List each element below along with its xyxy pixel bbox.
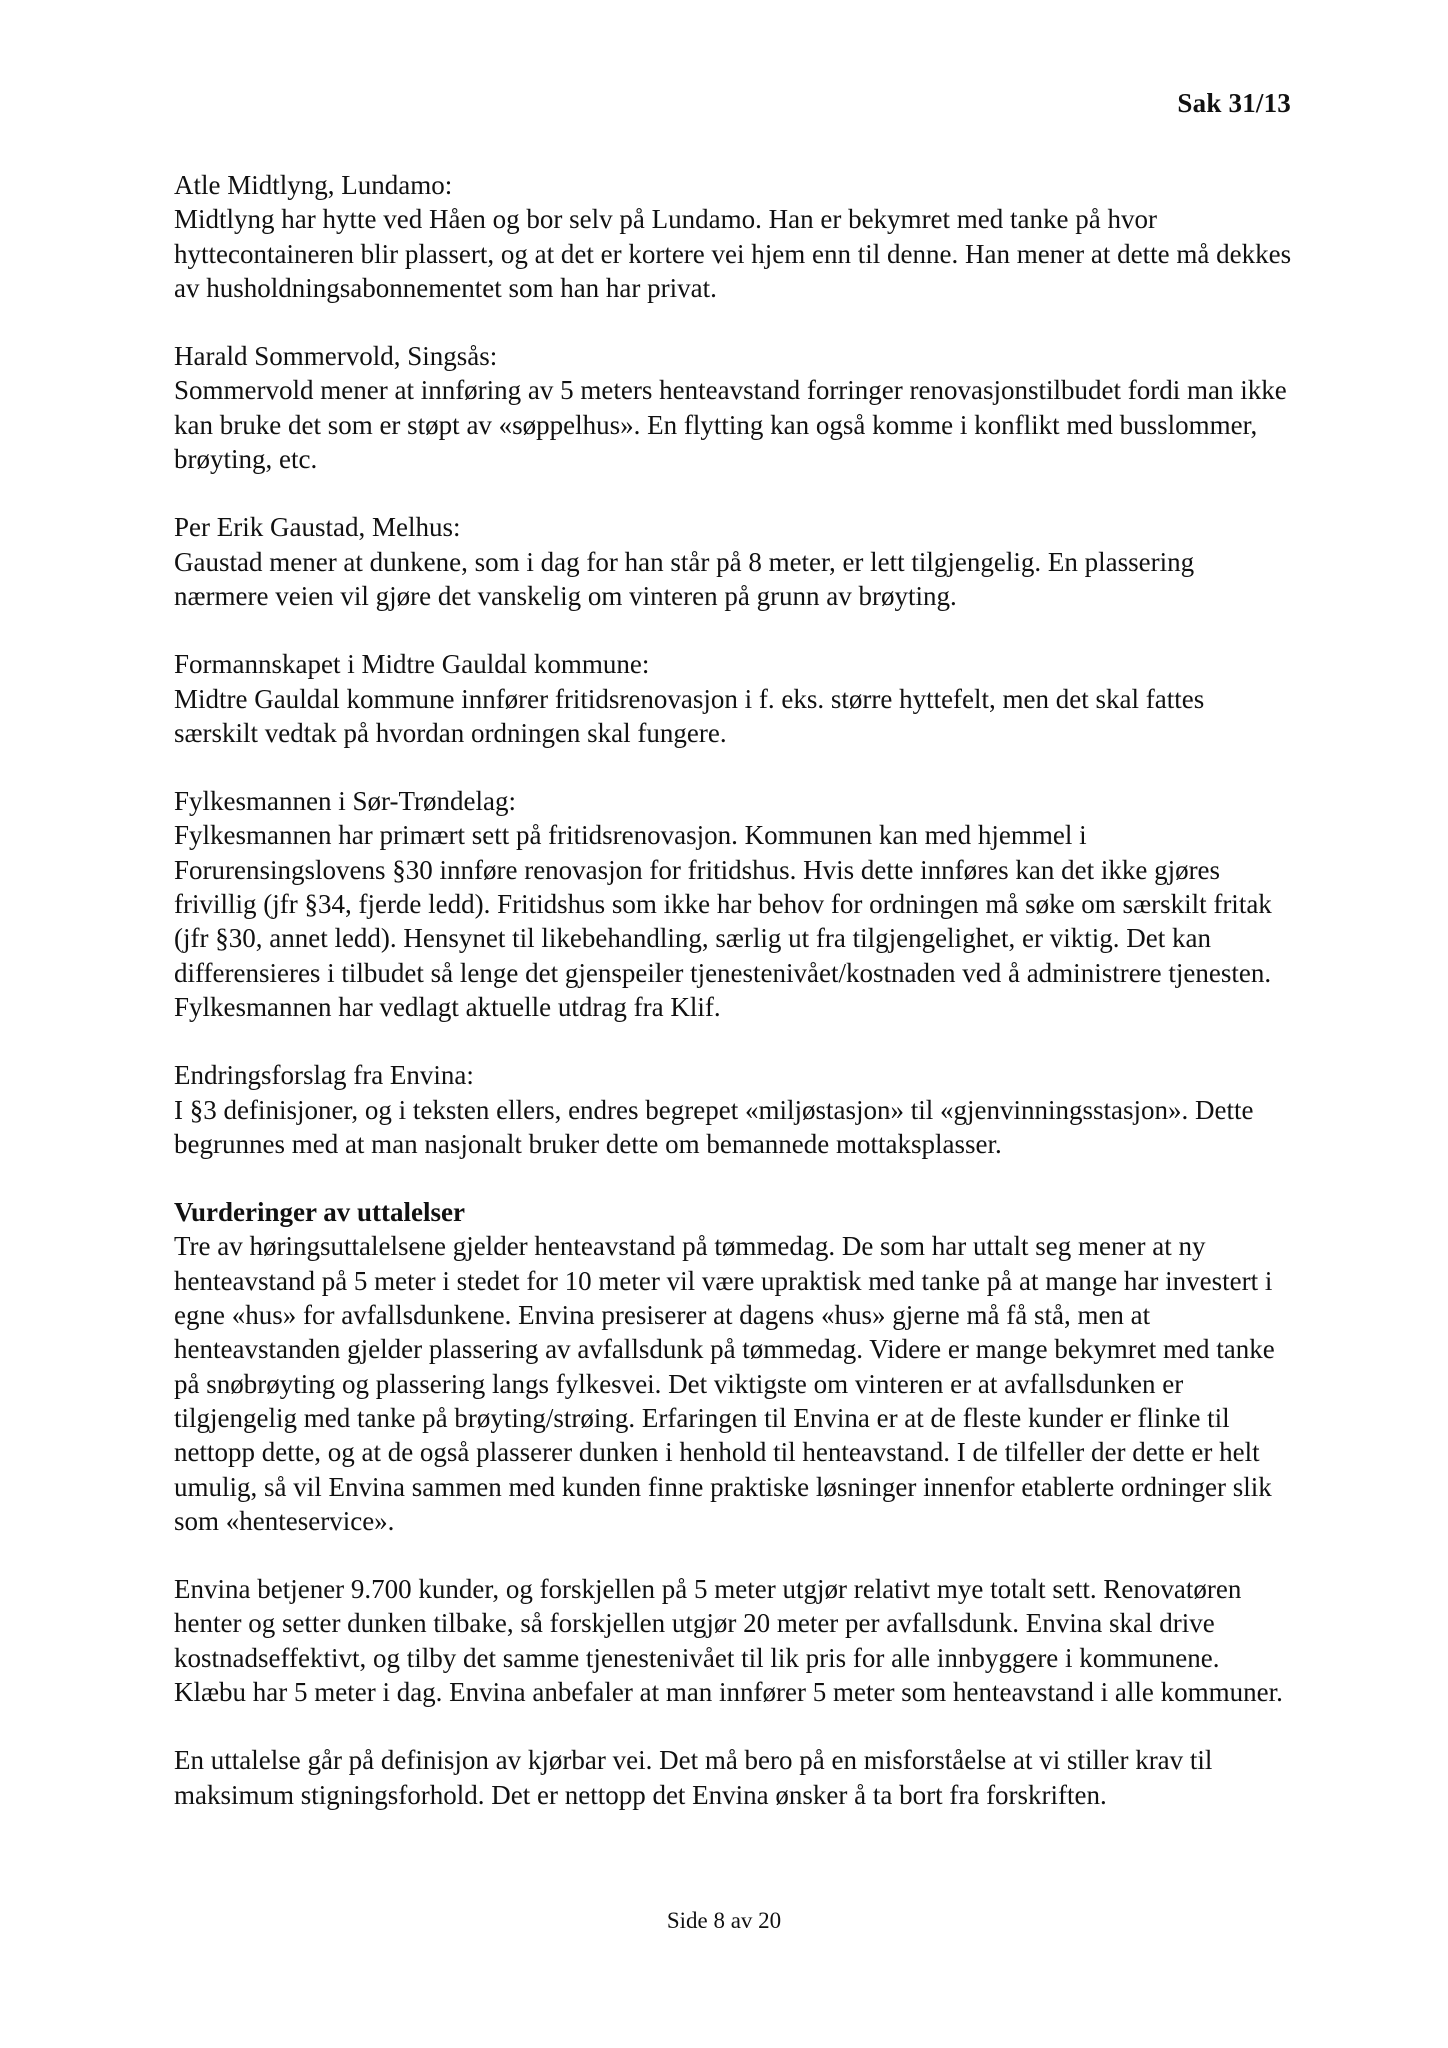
statement-section bbox=[174, 339, 1294, 476]
statement-section bbox=[174, 784, 1294, 1024]
assessment-paragraph: En uttalelse går på definisjon av kjørbar vei. Det må bero på en misforståelse at vi stiller krav til maksimum stigningsforhold. Det er nettopp det Envina ønsker å ta bort fra forskriften. bbox=[174, 1745, 1213, 1810]
section-body: Sommervold mener at innføring av 5 meters henteavstand forringer renovasjonstilbudet fordi man ikke kan bruke det som er støpt av «søppelhus». En flytting kan også komme i konflikt med busslommer, brøyting, etc. bbox=[174, 375, 1287, 475]
section-title: Atle Midtlyng, Lundamo: bbox=[174, 170, 453, 200]
section-body: Fylkesmannen har primært sett på fritidsrenovasjon. Kommunen kan med hjemmel i Forurensingslovens §30 innføre renovasjon for fritidshus. Hvis dette innføres kan det ikke gjøres frivillig (jfr §34, fjerde ledd). Fritidshus som ikke har behov for ordningen må søke om særskilt fritak (jfr §30, annet ledd). Hensynet til likebehandling, særlig ut fra tilgjengelighet, er viktig. Det kan differensieres i tilbudet så lenge det gjenspeiler tjenestenivået/kostnaden ved å administrere tjenesten. Fylkesmannen har vedlagt aktuelle utdrag fra Klif. bbox=[174, 820, 1272, 1022]
section-body: Gaustad mener at dunkene, som i dag for han står på 8 meter, er lett tilgjengelig. En plassering nærmere veien vil gjøre det vanskelig om vinteren på grunn av brøyting. bbox=[174, 546, 1195, 611]
assessment-paragraph-block bbox=[174, 1572, 1294, 1709]
statement-section bbox=[174, 1058, 1294, 1161]
case-number: Sak 31/13 bbox=[1177, 88, 1291, 118]
section-body: Midtre Gauldal kommune innfører fritidsrenovasjon i f. eks. større hyttefelt, men det skal fattes særskilt vedtak på hvordan ordningen skal fungere. bbox=[174, 683, 1205, 748]
statement-section bbox=[174, 647, 1294, 750]
document-body bbox=[174, 168, 1294, 1846]
section-body: I §3 definisjoner, og i teksten ellers, endres begrepet «miljøstasjon» til «gjenvinningsstasjon». Dette begrunnes med at man nasjonalt bruker dette om bemannede mottaksplasser. bbox=[174, 1094, 1254, 1159]
assessment-heading: Vurderinger av uttalelser bbox=[174, 1197, 465, 1228]
section-body: Midtlyng har hytte ved Håen og bor selv på Lundamo. Han er bekymret med tanke på hvor hyttecontaineren blir plassert, og at det er kortere vei hjem enn til denne. Han mener at dette må dekkes av husholdningsabonnementet som han har privat. bbox=[174, 204, 1292, 303]
assessment-paragraph-block bbox=[174, 1743, 1294, 1812]
section-title: Fylkesmannen i Sør-Trøndelag: bbox=[174, 786, 516, 817]
section-title: Formannskapet i Midtre Gauldal kommune: bbox=[174, 649, 650, 680]
section-title: Per Erik Gaustad, Melhus: bbox=[174, 512, 461, 543]
assessment-section bbox=[174, 1195, 1294, 1538]
assessment-paragraph: Tre av høringsuttalelsene gjelder henteavstand på tømmedag. De som har uttalt seg mener at ny henteavstand på 5 meter i stedet for 10 meter vil være upraktisk med tanke på at mange har investert i egne «hus» for avfallsdunkene. Envina presiserer at dagens «hus» gjerne må få stå, men at henteavstanden gjelder plassering av avfallsdunk på tømmedag. Videre er mange bekymret med tanke på snøbrøyting og plassering langs fylkesvei. Det viktigste om vinteren er at avfallsdunken er tilgjengelig med tanke på brøyting/strøing. Erfaringen til Envina er at de fleste kunder er flinke til nettopp dette, og at de også plasserer dunken i henhold til henteavstand. I de tilfeller der dette er helt umulig, så vil Envina sammen med kunden finne praktiske løsninger innenfor etablerte ordninger slik som «henteservice». bbox=[174, 1231, 1275, 1536]
section-title: Endringsforslag fra Envina: bbox=[174, 1060, 474, 1091]
page-number: Side 8 av 20 bbox=[666, 1908, 782, 1933]
statement-section bbox=[174, 510, 1294, 613]
assessment-paragraph: Envina betjener 9.700 kunder, og forskjellen på 5 meter utgjør relativt mye totalt sett. Renovatøren henter og setter dunken tilbake, så forskjellen utgjør 20 meter per avfallsdunk. Envina skal drive kostnadseffektivt, og tilby det samme tjenestenivået til lik pris for alle innbyggere i kommunene. Klæbu har 5 meter i dag. Envina anbefaler at man innfører 5 meter som henteavstand i alle kommuner. bbox=[174, 1574, 1283, 1707]
statement-section bbox=[174, 168, 1294, 305]
section-title: Harald Sommervold, Singsås: bbox=[174, 341, 498, 372]
